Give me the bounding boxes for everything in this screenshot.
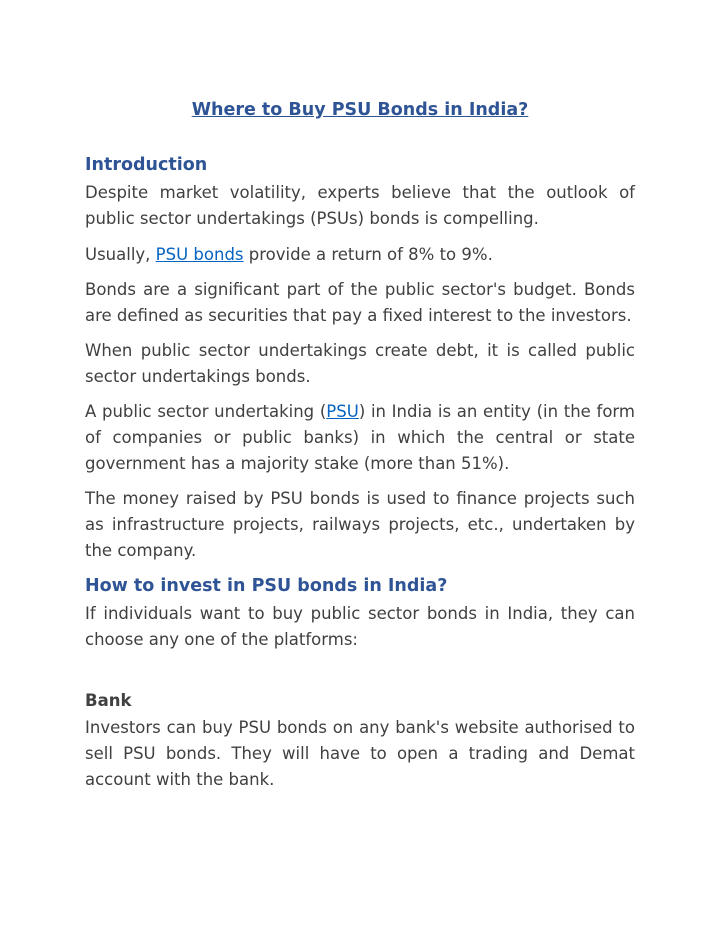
intro-paragraph-4: When public sector undertakings create debt, it is called public sector undertakings bonds. <box>85 341 635 386</box>
intro-paragraph-2-text-a: Usually, <box>85 245 156 264</box>
intro-paragraph-3: Bonds are a significant part of the public sector's budget. Bonds are defined as securities that pay a fixed interest to the investors. <box>85 280 635 325</box>
introduction-heading: Introduction <box>85 155 208 175</box>
document-title: Where to Buy PSU Bonds in India? <box>191 100 529 120</box>
intro-paragraph-5-text-b: ) in India is an entity (in the form of companies or public banks) in which the central or state government has a majority stake (more than 51%). <box>85 402 636 473</box>
how-to-invest-heading: How to invest in PSU bonds in India? <box>85 576 448 596</box>
invest-paragraph-1: If individuals want to buy public sector bonds in India, they can choose any one of the platforms: <box>85 604 635 649</box>
intro-paragraph-6: The money raised by PSU bonds is used to finance projects such as infrastructure projects, railways projects, etc., undertaken by the company. <box>85 489 635 560</box>
psu-bonds-link[interactable]: PSU bonds <box>155 245 244 264</box>
bank-heading: Bank <box>85 691 132 710</box>
intro-paragraph-2-text-b: provide a return of 8% to 9%. <box>243 245 493 264</box>
intro-paragraph-2 <box>85 242 635 268</box>
bank-paragraph-1: Investors can buy PSU bonds on any bank's website authorised to sell PSU bonds. They will have to open a trading and Demat account with the bank. <box>85 718 635 789</box>
intro-paragraph-5 <box>85 399 635 477</box>
intro-paragraph-1: Despite market volatility, experts believe that the outlook of public sector undertakings (PSUs) bonds is compelling. <box>85 183 635 228</box>
intro-paragraph-5-text-a: A public sector undertaking ( <box>85 402 327 421</box>
psu-link[interactable]: PSU <box>326 402 359 421</box>
